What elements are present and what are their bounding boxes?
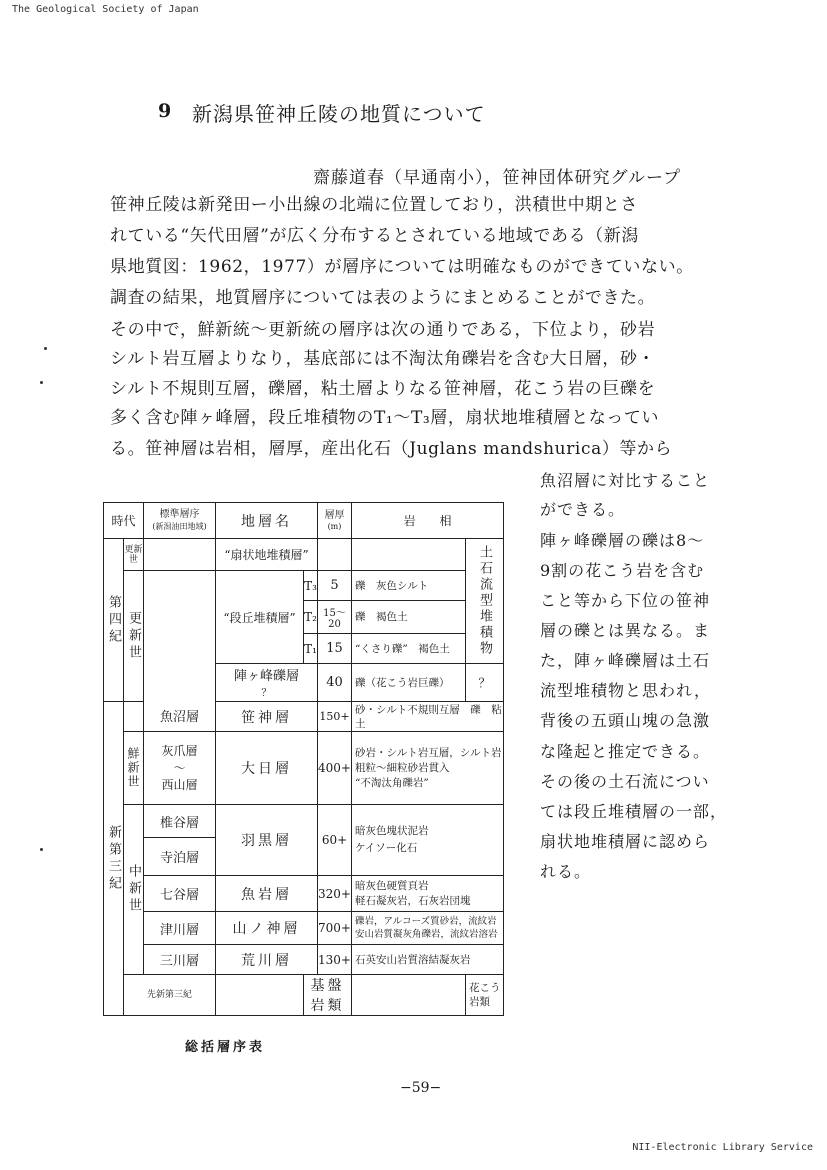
body-line: れている“矢代田層”が広く分布するとされている地域である（新潟: [110, 226, 639, 246]
lithology-arakawa: 石英安山岩質溶結凝灰岩: [351, 945, 503, 975]
table-row: [104, 571, 504, 601]
body-line: る。笹神層は岩相，層厚，産出化石（Juglans mandshurica）等から: [110, 439, 673, 459]
formation-sasakami: 笹神層: [216, 702, 318, 732]
side-line: 魚沼層に対比すること: [540, 471, 711, 490]
table-caption: 総括層序表: [185, 1040, 266, 1055]
body-line: 県地質図：1962，1977）が層序については明確なものができていない。: [110, 257, 694, 277]
era-quaternary: 第四紀: [104, 539, 124, 702]
epoch-miocene: 中新世: [124, 805, 144, 975]
thickness-jingamine: 40: [318, 664, 352, 702]
standard-shiiya: 椎谷層: [144, 805, 216, 838]
lithology-jingamine: 礫（花こう岩巨礫）: [351, 664, 465, 702]
standard-tsugawa: 津川層: [144, 912, 216, 945]
epoch-pleistocene: 更新世: [124, 571, 144, 702]
terrace-t3: T₃: [304, 571, 318, 601]
lithology-haguro: 暗灰色塊状泥岩 ケイソー化石: [351, 805, 503, 876]
article-number: 9: [158, 100, 172, 122]
standard-uonuma-cell: [144, 571, 216, 732]
body-line: 調査の結果，地質層序については表のようにまとめることができた。: [110, 288, 656, 308]
thickness-t2: 15〜20: [318, 601, 352, 634]
thickness-haguro: 60+: [318, 805, 352, 876]
table-row: [104, 912, 504, 945]
formation-arakawa: 荒川層: [216, 945, 318, 975]
scan-speck: [40, 848, 43, 851]
formation-jingamine: 陣ヶ峰礫層 ？: [216, 664, 318, 702]
page-number: −59−: [400, 1080, 442, 1096]
body-line: 笹神丘陵は新発田ー小出線の北端に位置しており，洪積世中期とさ: [110, 195, 638, 215]
formation-basement: 基盤岩類: [304, 975, 352, 1016]
society-header: The Geological Society of Japan: [12, 4, 199, 15]
formation-dainichi: 大日層: [216, 732, 318, 805]
formation-fan: “扇状地堆積層”: [216, 539, 318, 571]
side-line: ては段丘堆積層の一部，: [540, 802, 728, 821]
table-header-row: [104, 503, 504, 539]
side-line: 9割の花こう岩を含む: [540, 561, 705, 580]
lithology-blank: [351, 539, 465, 571]
side-line: 背後の五頭山塊の急激: [540, 711, 711, 730]
era-tertiary: 新第三紀: [104, 702, 124, 1016]
header-standard: 標準層序 (新潟油田地域): [144, 503, 216, 539]
lithology-dainichi: 砂岩・シルト岩互層，シルト岩 粗粒～細粒砂岩貫入 “不淘汰角礫岩”: [351, 732, 503, 805]
side-line: な隆起と推定できる。: [540, 742, 711, 761]
standard-blank: [144, 539, 216, 571]
thickness-yamanokami: 700+: [318, 912, 352, 945]
formation-terrace: “段丘堆積層”: [216, 571, 304, 664]
side-line: 流型堆積物と思われ，: [540, 681, 711, 700]
standard-blank: [216, 975, 304, 1016]
side-line: 陣ヶ峰礫層の礫は8〜: [540, 531, 705, 550]
epoch-holocene: 更新世: [124, 539, 144, 571]
standard-uonuma: 魚沼層: [159, 710, 199, 725]
header-thickness: 層厚 (m): [318, 503, 352, 539]
body-line: 多く含む陣ヶ峰層，段丘堆積物のT₁〜T₃層，扇状地堆積層となってい: [110, 408, 660, 428]
scan-speck: [44, 347, 47, 350]
standard-nanatani: 七谷層: [144, 876, 216, 912]
thickness-t3: 5: [318, 571, 352, 601]
thickness-blank: [351, 975, 465, 1016]
era-pre-neogene: 先新第三紀: [124, 975, 216, 1016]
stratigraphy-table: [103, 502, 504, 1016]
lithology-yamanokami: 礫岩，アルコーズ質砂岩，流紋岩 安山岩質凝灰角礫岩，流紋岩溶岩: [351, 912, 503, 945]
author-line: 齋藤道春（早通南小），笹神団体研究グループ: [313, 168, 682, 188]
side-line: その後の土石流につい: [540, 772, 710, 791]
table-row: [104, 539, 504, 571]
thickness-blank: [318, 539, 352, 571]
terrace-t2: T₂: [304, 601, 318, 634]
lithology-t1: “くさり礫” 褐色土: [351, 634, 465, 664]
table-row: [104, 805, 504, 838]
lithology-basement: 花こう岩類: [465, 975, 503, 1016]
side-line: れる。: [540, 862, 592, 881]
standard-teradomari: 寺泊層: [144, 838, 216, 876]
side-line: こと等から下位の笹神: [540, 591, 711, 610]
article-title: 新潟県笹神丘陵の地質について: [192, 102, 486, 126]
header-era: 時代: [104, 503, 144, 539]
thickness-arakawa: 130+: [318, 945, 352, 975]
lithology-t2: 礫 褐色土: [351, 601, 465, 634]
thickness-sasakami: 150+: [318, 702, 352, 732]
epoch-pliocene: 鮮新世: [124, 732, 144, 805]
library-footer: NII-Electronic Library Service: [632, 1142, 813, 1153]
side-line: た，陣ヶ峰礫層は土石: [540, 651, 711, 670]
terrace-t1: T₁: [304, 634, 318, 664]
table-row: [104, 975, 504, 1016]
side-line: 層の礫とは異なる。ま: [540, 621, 711, 640]
standard-haizume-nishiyama: 灰爪層 〜 西山層: [144, 732, 216, 805]
standard-mikawa: 三川層: [144, 945, 216, 975]
thickness-t1: 15: [318, 634, 352, 664]
table-row: [104, 945, 504, 975]
scan-speck: [40, 381, 43, 384]
lithology-uoiwa: 暗灰色硬質頁岩 軽石凝灰岩，石灰岩団塊: [351, 876, 503, 912]
lithology-t3: 礫 灰色シルト: [351, 571, 465, 601]
body-line: シルト岩互層よりなり，基底部には不淘汰角礫岩を含む大日層，砂・: [110, 349, 656, 369]
lithology-sasakami: 砂・シルト不規則互層 礫 粘土: [351, 702, 503, 732]
thickness-dainichi: 400+: [318, 732, 352, 805]
table-row: [104, 732, 504, 805]
formation-uoiwa: 魚岩層: [216, 876, 318, 912]
header-formation: 地層名: [216, 503, 318, 539]
side-line: ができる。: [540, 500, 626, 519]
side-line: 扇状地堆積層に認めら: [540, 832, 711, 851]
formation-yamanokami: 山ノ神層: [216, 912, 318, 945]
body-line: その中で，鮮新統〜更新統の層序は次の通りである，下位より，砂岩: [110, 320, 656, 340]
thickness-uoiwa: 320+: [318, 876, 352, 912]
body-line: シルト不規則互層，礫層，粘土層よりなる笹神層，花こう岩の巨礫を: [110, 379, 656, 399]
lithology-jingamine-q: ？: [465, 664, 503, 702]
epoch-blank: [124, 702, 144, 732]
formation-haguro: 羽黒層: [216, 805, 318, 876]
header-lithology: 岩 相: [351, 503, 503, 539]
lithology-debris-flow: 土石流型堆積物: [465, 539, 503, 664]
table-row: [104, 876, 504, 912]
